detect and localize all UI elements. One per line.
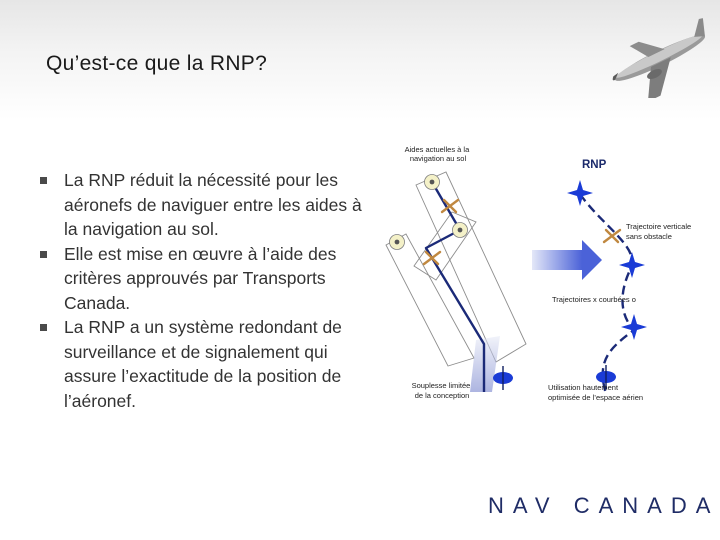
slide-title: Qu’est-ce que la RNP? [46, 52, 268, 75]
airplane-photo-icon [600, 18, 718, 98]
bullet-list [40, 168, 370, 413]
waypoint-star-icon [567, 180, 593, 206]
square-bullet-icon [40, 177, 47, 184]
aircraft-icon [424, 252, 440, 264]
runway-pin-icon [493, 366, 513, 390]
label-optimized-airspace: Utilisation hautement optimisée de l’espace aérien [548, 383, 644, 402]
bullet-item [40, 315, 370, 413]
aircraft-icon [442, 200, 458, 212]
bullet-item [40, 168, 370, 242]
bullet-text: La RNP réduit la nécessité pour les aéronefs de naviguer entre les aides à la navigation au sol. [64, 170, 362, 239]
comparison-arrow [532, 240, 602, 280]
bullet-text: La RNP a un système redondant de surveillance et de signalement qui assure l’exactitude de la position de l’aéronef. [64, 317, 342, 411]
label-limited-flexibility: Souplesse limitée de la conception [411, 381, 471, 400]
label-vertical-path: Trajectoire verticale sans obstacle [626, 222, 692, 241]
square-bullet-icon [40, 251, 47, 258]
bullet-item [40, 242, 370, 316]
nav-canada-logo: NAV CANADA [488, 493, 720, 518]
rnp-comparison-diagram [380, 130, 710, 420]
vor-station-icon [390, 235, 405, 250]
square-bullet-icon [40, 324, 47, 331]
vor-station-icon [453, 223, 468, 238]
vor-station-icon [425, 175, 440, 190]
waypoint-star-icon [619, 252, 645, 278]
conventional-route [386, 172, 526, 392]
label-curved-paths: Trajectoires x courbées o [552, 295, 636, 304]
label-ground-aids: Aides actuelles à la navigation au sol [404, 145, 470, 163]
bullet-text: Elle est mise en œuvre à l’aide des critères approuvés par Transports Canada. [64, 243, 337, 313]
label-rnp: RNP [582, 159, 607, 171]
